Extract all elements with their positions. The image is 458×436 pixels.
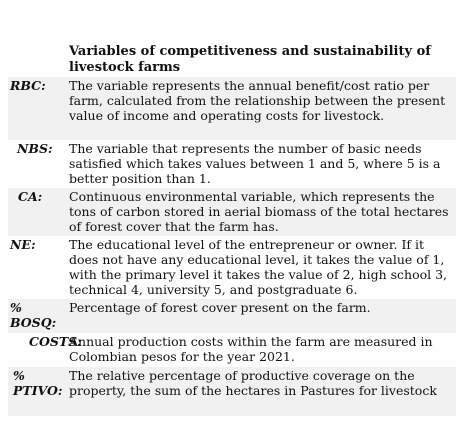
header-empty-cell <box>8 43 69 77</box>
table-row-ne <box>8 236 456 299</box>
table-row-bosq <box>8 299 456 333</box>
variable-abbr: % BOSQ: <box>10 300 57 331</box>
variable-abbr: RBC: <box>10 78 46 93</box>
table-row-ptivo <box>8 367 456 416</box>
table-header <box>8 43 456 77</box>
variable-abbr: COSTS: <box>29 334 82 349</box>
variable-description: The variable represents the annual benefit/cost ratio per farm, calculated from the relationship between the present value of income and operating costs for livestock. <box>69 78 446 124</box>
table-row-ca <box>8 188 456 236</box>
variable-description: The educational level of the entrepreneur or owner. If it does not have any educational level, it takes the value of 1, with the primary level it takes the value of 2, high school 3, technical 4, university 5, and postgraduate 6. <box>69 237 448 298</box>
variable-abbr: % PTIVO: <box>13 368 63 399</box>
variable-abbr: NBS: <box>17 141 53 156</box>
table-title: Variables of competitiveness and sustainability of livestock farms <box>69 44 431 75</box>
variable-description: Continuous environmental variable, which represents the tons of carbon stored in aerial biomass of the total hectares of forest cover that the farm has. <box>69 189 449 235</box>
table-row-costs <box>8 333 456 367</box>
variables-table <box>8 43 456 416</box>
variable-abbr: CA: <box>18 189 43 204</box>
table-row-nbs <box>8 140 456 188</box>
variable-description: Percentage of forest cover present on the farm. <box>69 300 371 315</box>
variable-description: The variable that represents the number of basic needs satisfied which takes values between 1 and 5, where 5 is a better position than 1. <box>69 141 441 187</box>
variable-abbr: NE: <box>10 237 36 252</box>
variable-description: The relative percentage of productive coverage on the property, the sum of the hectares in Pastures for livestock <box>69 368 437 399</box>
variable-description: Annual production costs within the farm are measured in Colombian pesos for the year 2021. <box>69 334 433 365</box>
table-row-rbc <box>8 77 456 140</box>
